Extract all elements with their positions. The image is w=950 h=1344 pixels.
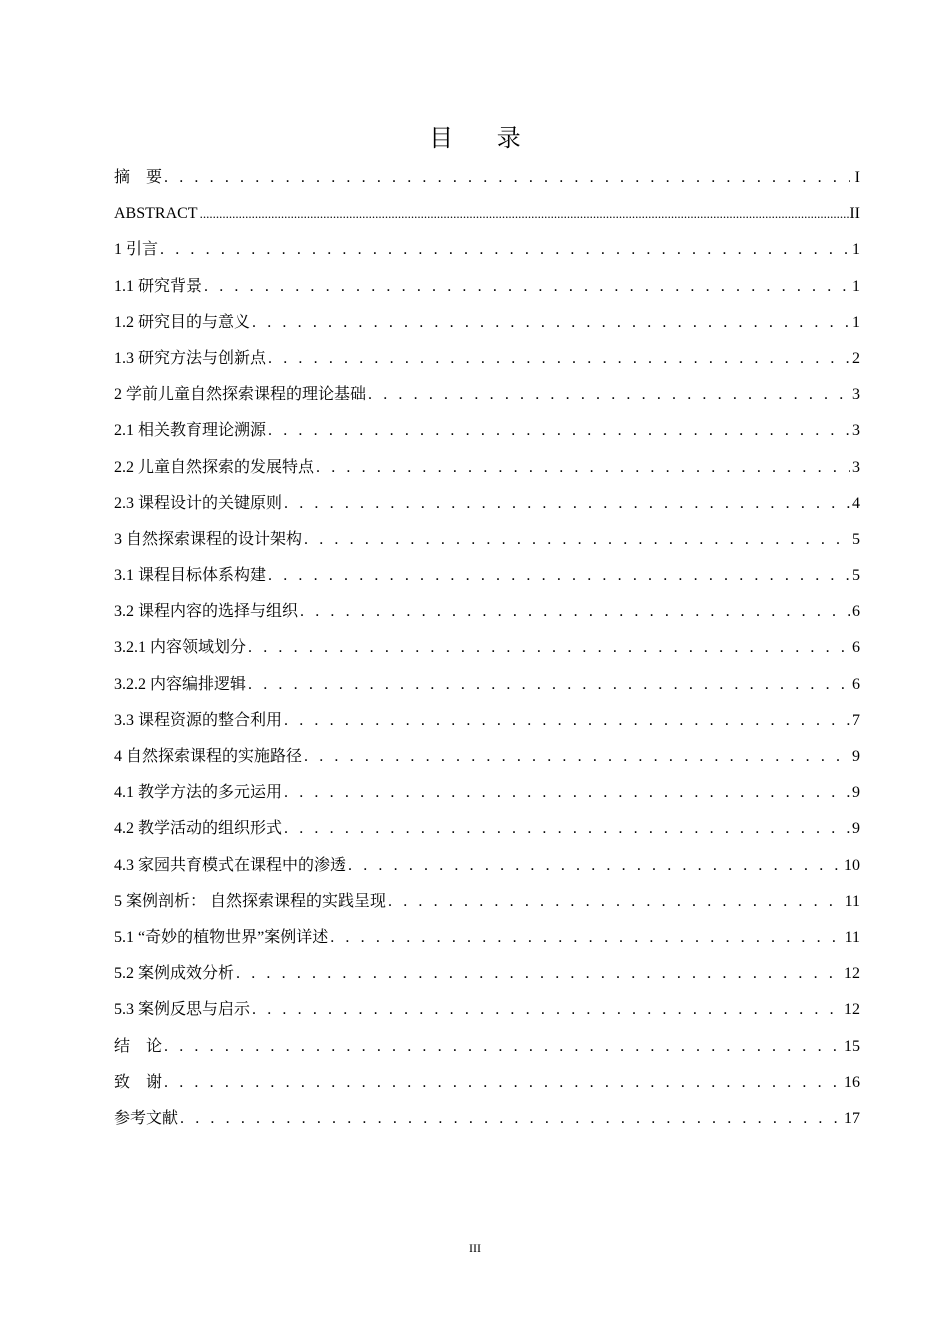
toc-entry-label: 2.1 相关教育理论溯源 xyxy=(114,422,267,440)
toc-dot-leader xyxy=(266,413,850,449)
toc-entry-label: 2.3 课程设计的关键原则 xyxy=(114,494,283,512)
toc-entry-3-1[interactable] xyxy=(114,558,860,594)
toc-entry-page: 3 xyxy=(852,422,860,440)
toc-entry-page: 7 xyxy=(852,711,860,729)
toc-entry-5-1[interactable] xyxy=(114,920,860,956)
toc-entry-3-2[interactable] xyxy=(114,594,860,630)
toc-entry-page: 6 xyxy=(852,603,860,621)
toc-entry-page: 6 xyxy=(852,675,860,693)
toc-entry-page: 2 xyxy=(852,349,860,367)
toc-dot-leader xyxy=(162,1029,844,1065)
toc-entry-1-3[interactable] xyxy=(114,341,860,377)
toc-entry-acknowledgements[interactable] xyxy=(114,1065,860,1101)
toc-entry-label: 5.1 “奇妙的植物世界”案例详述 xyxy=(114,928,329,946)
toc-entry-page: 3 xyxy=(852,458,860,476)
toc-entry-label: ABSTRACT xyxy=(114,205,198,223)
toc-entry-label: 3.2.2 内容编排逻辑 xyxy=(114,675,247,693)
toc-dot-leader xyxy=(314,450,850,486)
toc-dot-leader xyxy=(162,1065,844,1101)
toc-entry-page: 4 xyxy=(852,494,860,512)
toc-entry-page: 1 xyxy=(852,313,860,331)
toc-entry-conclusion[interactable] xyxy=(114,1029,860,1065)
table-of-contents xyxy=(114,160,860,1137)
toc-entry-3-2-2[interactable] xyxy=(114,667,860,703)
toc-entry-label: 3.3 课程资源的整合利用 xyxy=(114,711,283,729)
toc-entry-1[interactable] xyxy=(114,232,860,268)
toc-entry-page: 11 xyxy=(844,892,860,910)
toc-dot-leader xyxy=(234,956,844,992)
toc-entry-2-2[interactable] xyxy=(114,450,860,486)
toc-dot-leader xyxy=(386,884,845,920)
toc-entry-label: 3.2.1 内容领域划分 xyxy=(114,639,247,657)
toc-entry-label: 2.2 儿童自然探索的发展特点 xyxy=(114,458,315,476)
toc-entry-2-1[interactable] xyxy=(114,413,860,449)
toc-entry-2-3[interactable] xyxy=(114,486,860,522)
toc-entry-5[interactable] xyxy=(114,884,860,920)
toc-entry-label: 5.2 案例成效分析 xyxy=(114,965,235,983)
toc-entry-page: 15 xyxy=(844,1037,860,1055)
toc-entry-page: 16 xyxy=(844,1073,860,1091)
toc-dot-leader xyxy=(282,703,850,739)
toc-entry-label: 摘 要 xyxy=(114,169,163,186)
toc-dot-leader xyxy=(250,992,844,1028)
toc-entry-5-3[interactable] xyxy=(114,992,860,1028)
toc-entry-page: 1 xyxy=(852,277,860,295)
toc-entry-page: 1 xyxy=(852,241,860,259)
toc-entry-page: I xyxy=(854,169,860,186)
toc-entry-page: 5 xyxy=(852,567,860,585)
toc-entry-2[interactable] xyxy=(114,377,860,413)
toc-entry-label: 1.2 研究目的与意义 xyxy=(114,313,251,331)
toc-dot-leader xyxy=(266,341,850,377)
toc-entry-label: 4.1 教学方法的多元运用 xyxy=(114,784,283,802)
toc-dot-leader xyxy=(282,775,850,811)
toc-entry-page: 12 xyxy=(844,965,860,983)
toc-entry-label: 2 学前儿童自然探索课程的理论基础 xyxy=(114,386,367,404)
toc-dot-leader xyxy=(282,486,850,522)
toc-entry-page: 12 xyxy=(844,1001,860,1019)
toc-dot-leader xyxy=(178,1101,844,1137)
toc-entry-4-3[interactable] xyxy=(114,848,860,884)
toc-entry-1-2[interactable] xyxy=(114,305,860,341)
toc-dot-leader xyxy=(302,739,850,775)
toc-entry-label: 5.3 案例反思与启示 xyxy=(114,1001,251,1019)
toc-entry-abstract-cn[interactable] xyxy=(114,160,860,196)
toc-entry-label: 3.1 课程目标体系构建 xyxy=(114,567,267,585)
toc-dot-leader xyxy=(202,269,850,305)
toc-entry-page: 9 xyxy=(852,820,860,838)
toc-entry-page: II xyxy=(849,205,860,223)
toc-entry-page: 9 xyxy=(852,784,860,802)
toc-entry-label: 3 自然探索课程的设计架构 xyxy=(114,530,303,548)
toc-entry-label: 致 谢 xyxy=(114,1073,163,1091)
toc-dot-leader xyxy=(198,196,850,232)
toc-dot-leader xyxy=(162,160,850,196)
toc-entry-label: 4.2 教学活动的组织形式 xyxy=(114,820,283,838)
toc-entry-label: 3.2 课程内容的选择与组织 xyxy=(114,603,299,621)
toc-dot-leader xyxy=(282,811,850,847)
toc-title: 目 录 xyxy=(429,124,539,152)
toc-entry-label: 4 自然探索课程的实施路径 xyxy=(114,748,303,765)
toc-dot-leader xyxy=(266,558,850,594)
toc-entry-page: 5 xyxy=(852,530,860,548)
toc-entry-label: 1.1 研究背景 xyxy=(114,277,203,295)
toc-entry-page: 3 xyxy=(852,386,860,404)
toc-entry-page: 10 xyxy=(844,856,860,874)
toc-dot-leader xyxy=(302,522,850,558)
toc-entry-4-2[interactable] xyxy=(114,811,860,847)
toc-entry-page: 17 xyxy=(844,1109,860,1127)
toc-entry-3[interactable] xyxy=(114,522,860,558)
toc-entry-label: 1 引言 xyxy=(114,241,159,259)
toc-entry-label: 5 案例剖析： 自然探索课程的实践呈现 xyxy=(114,892,387,910)
toc-entry-label: 结 论 xyxy=(114,1037,163,1055)
toc-entry-label: 参考文献 xyxy=(114,1109,179,1127)
toc-entry-page: 9 xyxy=(852,748,860,765)
toc-dot-leader xyxy=(366,377,850,413)
toc-entry-1-1[interactable] xyxy=(114,269,860,305)
toc-dot-leader xyxy=(346,848,844,884)
page-number: III xyxy=(469,1241,481,1255)
toc-entry-label: 4.3 家园共育模式在课程中的渗透 xyxy=(114,856,347,874)
toc-dot-leader xyxy=(298,594,850,630)
toc-entry-abstract-en[interactable] xyxy=(114,196,860,232)
toc-dot-leader xyxy=(246,667,850,703)
toc-dot-leader xyxy=(250,305,850,341)
toc-entry-page: 11 xyxy=(844,928,860,946)
toc-dot-leader xyxy=(246,630,850,666)
toc-dot-leader xyxy=(158,232,850,268)
toc-dot-leader xyxy=(328,920,844,956)
toc-entry-label: 1.3 研究方法与创新点 xyxy=(114,349,267,367)
toc-entry-references[interactable] xyxy=(114,1101,860,1137)
toc-entry-page: 6 xyxy=(852,639,860,657)
toc-entry-3-2-1[interactable] xyxy=(114,630,860,666)
toc-entry-5-2[interactable] xyxy=(114,956,860,992)
toc-entry-3-3[interactable] xyxy=(114,703,860,739)
toc-entry-4[interactable] xyxy=(114,739,860,775)
toc-entry-4-1[interactable] xyxy=(114,775,860,811)
